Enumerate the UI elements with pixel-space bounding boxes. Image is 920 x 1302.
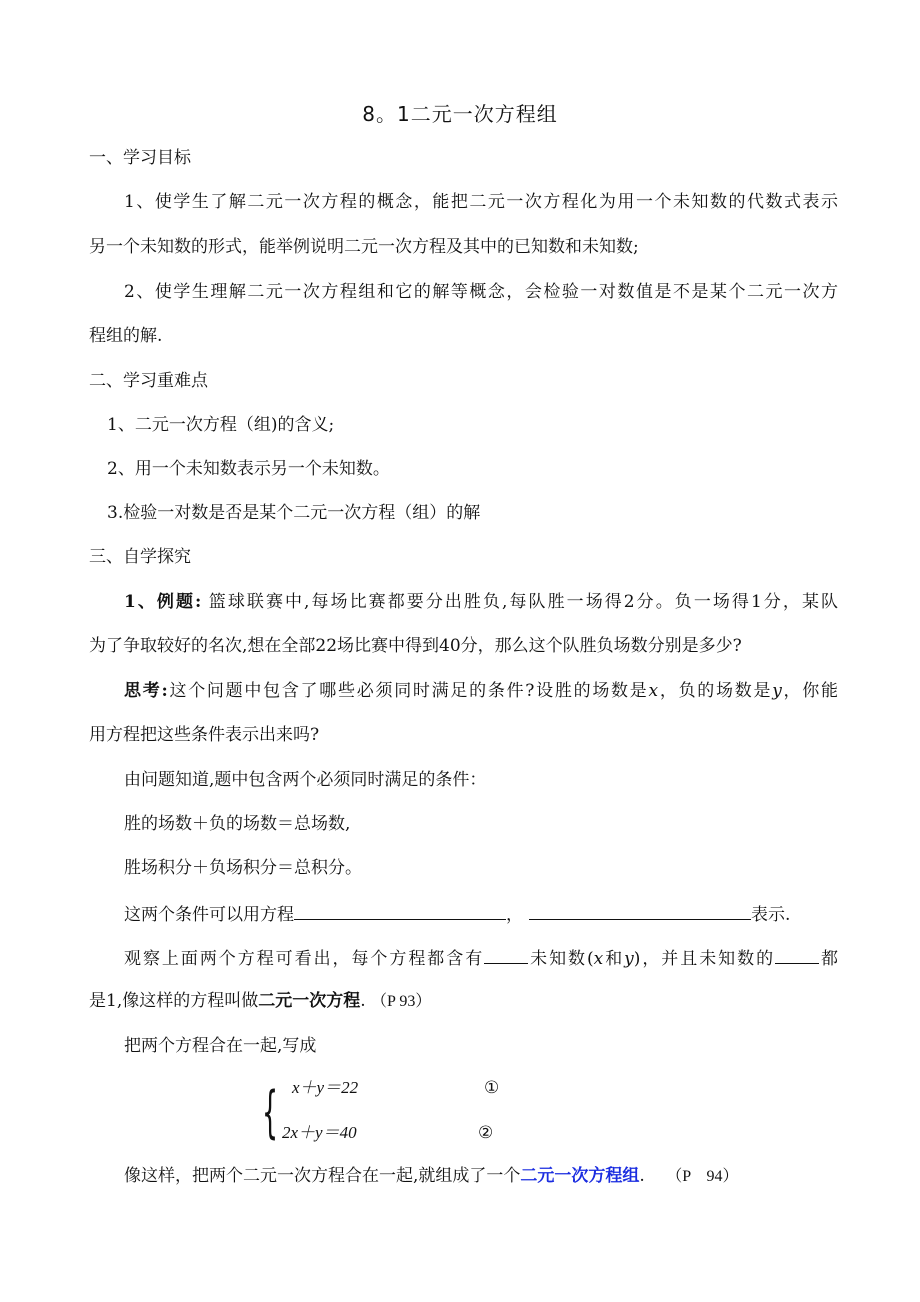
equation-2: 2x＋y＝40: [282, 1123, 357, 1142]
equation-1: x＋y＝22: [292, 1078, 359, 1097]
page-title: 8。1二元一次方程组: [362, 102, 558, 126]
example-line-1: [124, 590, 838, 614]
fill-comma: ，: [506, 905, 523, 925]
term-system-of-equations: 二元一次方程组: [520, 1166, 640, 1186]
example-label: 1、例题: [124, 592, 196, 612]
example-text-1: 篮球联赛中,每场比赛都要分出胜负,每队胜一场得2分。负一场得1分，某队: [208, 592, 838, 612]
think-text-a: 这个问题中包含了哪些必须同时满足的条件?设胜的场数是: [167, 681, 649, 701]
section-heading-key-points: 二、学习重难点: [89, 371, 208, 391]
var-y: y: [772, 681, 782, 701]
definition-line: [89, 989, 431, 1014]
observation-line-1: [124, 945, 838, 971]
combine-line: 把两个方程合在一起,写成: [124, 1036, 317, 1056]
example-colon: :: [195, 592, 202, 612]
objective-2-line-2: 程组的解.: [89, 326, 163, 346]
fill-text-a: 这两个条件可以用方程: [124, 905, 294, 925]
condition-2: 胜场积分＋负场积分＝总积分。: [124, 858, 362, 878]
section-heading-self-study: 三、自学探究: [89, 547, 191, 567]
key-point-3: 3.检验一对数是否是某个二元一次方程（组）的解: [107, 503, 481, 523]
obs-text-d: 都: [819, 949, 839, 969]
equation-2-number: ②: [478, 1123, 494, 1143]
example-line-2: 为了争取较好的名次,想在全部22场比赛中得到40分，那么这个队胜负场数分别是多少?: [89, 636, 742, 656]
obs-text-b: 未知数(: [528, 949, 594, 969]
unknowns-count-blank[interactable]: [484, 945, 528, 964]
sys-text-b: .: [639, 1166, 645, 1186]
section-heading-objectives: 一、学习目标: [89, 148, 191, 168]
objective-2-line-1: 2、使学生理解二元一次方程组和它的解等概念，会检验一对数值是不是某个二元一次方: [124, 282, 838, 302]
obs-and: 和: [603, 949, 625, 969]
equation-blank-1[interactable]: [294, 901, 506, 920]
obs-var-x: x: [593, 949, 604, 969]
term-linear-equation-two-vars: 二元一次方程: [258, 991, 361, 1011]
obs-text-a: 观察上面两个方程可看出，每个方程都含有: [124, 949, 485, 969]
fill-text-b: 表示.: [751, 905, 791, 925]
def-text-a: 是1,像这样的方程叫做: [89, 991, 259, 1011]
equation-1-number: ①: [484, 1078, 500, 1098]
think-text-c: ，你能: [781, 681, 839, 701]
obs-var-y: y: [624, 949, 634, 969]
sys-text-a: 像这样，把两个二元一次方程合在一起,就组成了一个: [124, 1166, 521, 1186]
think-line-1: [124, 679, 838, 703]
condition-1: 胜的场数＋负的场数＝总场数,: [124, 814, 351, 834]
def-text-b: .: [360, 991, 366, 1011]
equation-blank-2[interactable]: [529, 901, 751, 920]
think-label: 思考:: [124, 681, 168, 701]
page-reference-94: （P 94）: [666, 1168, 739, 1185]
objective-1-line-2: 另一个未知数的形式，能举例说明二元一次方程及其中的已知数和未知数;: [89, 237, 639, 257]
conditions-intro: 由问题知道,题中包含两个必须同时满足的条件：: [124, 770, 487, 790]
system-brace: {: [262, 1080, 279, 1145]
think-text-b: ，负的场数是: [658, 681, 773, 701]
var-x: x: [648, 681, 659, 701]
key-point-1: 1、二元一次方程（组)的含义;: [107, 415, 335, 435]
system-definition-line: [124, 1164, 739, 1189]
obs-text-c: )，并且未知数的: [633, 949, 776, 969]
objective-1-line-1: 1、使学生了解二元一次方程的概念，能把二元一次方程化为用一个未知数的代数式表示: [124, 192, 838, 212]
think-line-2: 用方程把这些条件表示出来吗?: [89, 725, 320, 745]
key-point-2: 2、用一个未知数表示另一个未知数。: [107, 459, 390, 479]
page-reference-93: （P 93）: [371, 993, 432, 1010]
degree-blank[interactable]: [775, 945, 819, 964]
fill-in-equations-line: [124, 901, 790, 927]
